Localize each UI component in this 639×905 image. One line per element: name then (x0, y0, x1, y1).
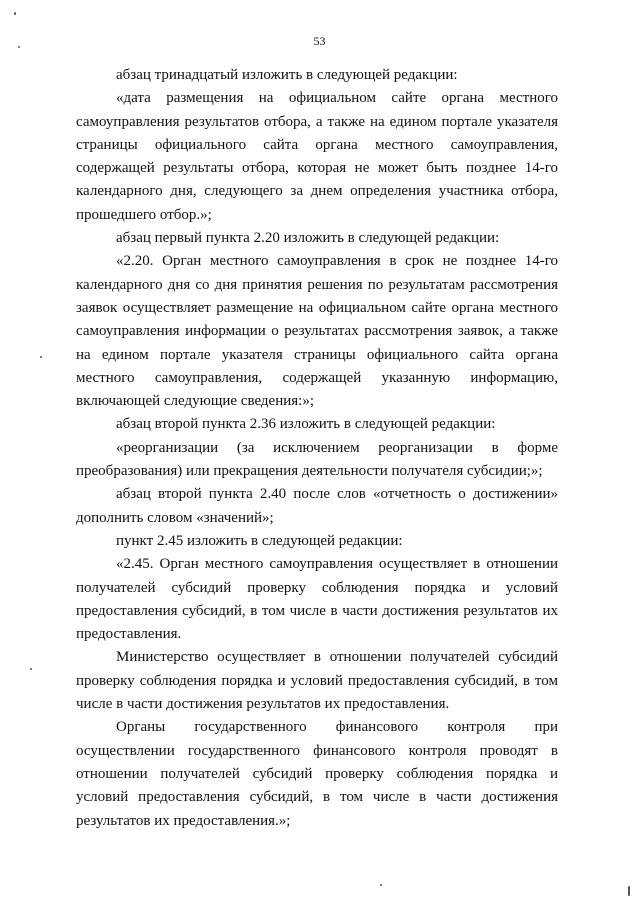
paragraph-punkt-2-45: пункт 2.45 изложить в следующей редакции: (116, 532, 403, 549)
document-body (76, 64, 558, 833)
paragraph-financial-control: Органы государственного финансового контроля при осуществлении государственного финансового контроля проводят в отношении получателей субсидий проверку соблюдения порядка и условий предоставления субсидий, в том числе в части достижения результатов их предоставления.»; (76, 719, 558, 829)
scan-speck (14, 12, 16, 15)
page-number: 53 (313, 34, 326, 48)
paragraph-abzac-13: абзац тринадцатый изложить в следующей редакции: (116, 67, 458, 83)
scan-speck (40, 356, 42, 358)
paragraph-abzac-2-36: абзац второй пункта 2.36 изложить в следующей редакции: (116, 416, 496, 433)
paragraph-ministry: Министерство осуществляет в отношении получателей субсидий проверку соблюдения порядка и условий предоставления субсидий, в том числе в части достижения результатов их предоставления. (76, 649, 558, 713)
scan-speck (628, 886, 630, 896)
paragraph-clause-2-20: «2.20. Орган местного самоуправления в срок не позднее 14-го календарного дня со дня принятия решения по результатам рассмотрения заявок осуществляет размещение на официальном сайте органа местного самоуправления информации о результатах рассмотрения заявок, а также на едином портале указателя страницы официального сайта органа местного самоуправления, содержащей указанную информацию, включающей следующие сведения:»; (76, 253, 558, 410)
paragraph-abzac-2-40: абзац второй пункта 2.40 после слов «отчетность о достижении» дополнить словом «значений»; (76, 486, 558, 526)
scan-speck (18, 46, 20, 48)
paragraph-clause-2-45: «2.45. Орган местного самоуправления осуществляет в отношении получателей субсидий проверку соблюдения порядка и условий предоставления субсидий, в том числе в части достижения результатов их предоставления. (76, 556, 558, 643)
paragraph-reorganization: «реорганизации (за исключением реорганизации в форме преобразования) или прекращения деятельности получателя субсидии;»; (76, 439, 558, 480)
paragraph-abzac-2-20: абзац первый пункта 2.20 изложить в следующей редакции: (116, 230, 500, 247)
scan-speck (30, 668, 32, 670)
scan-speck (380, 884, 382, 886)
paragraph-date-placement: «дата размещения на официальном сайте органа местного самоуправления результатов отбора, а также на едином портале указателя страницы официального сайта органа местного самоуправления, содержащей результаты отбора, которая не может быть позднее 14-го календарного дня, следующего за днем определения участника отбора, прошедшего отбор.»; (76, 90, 558, 223)
